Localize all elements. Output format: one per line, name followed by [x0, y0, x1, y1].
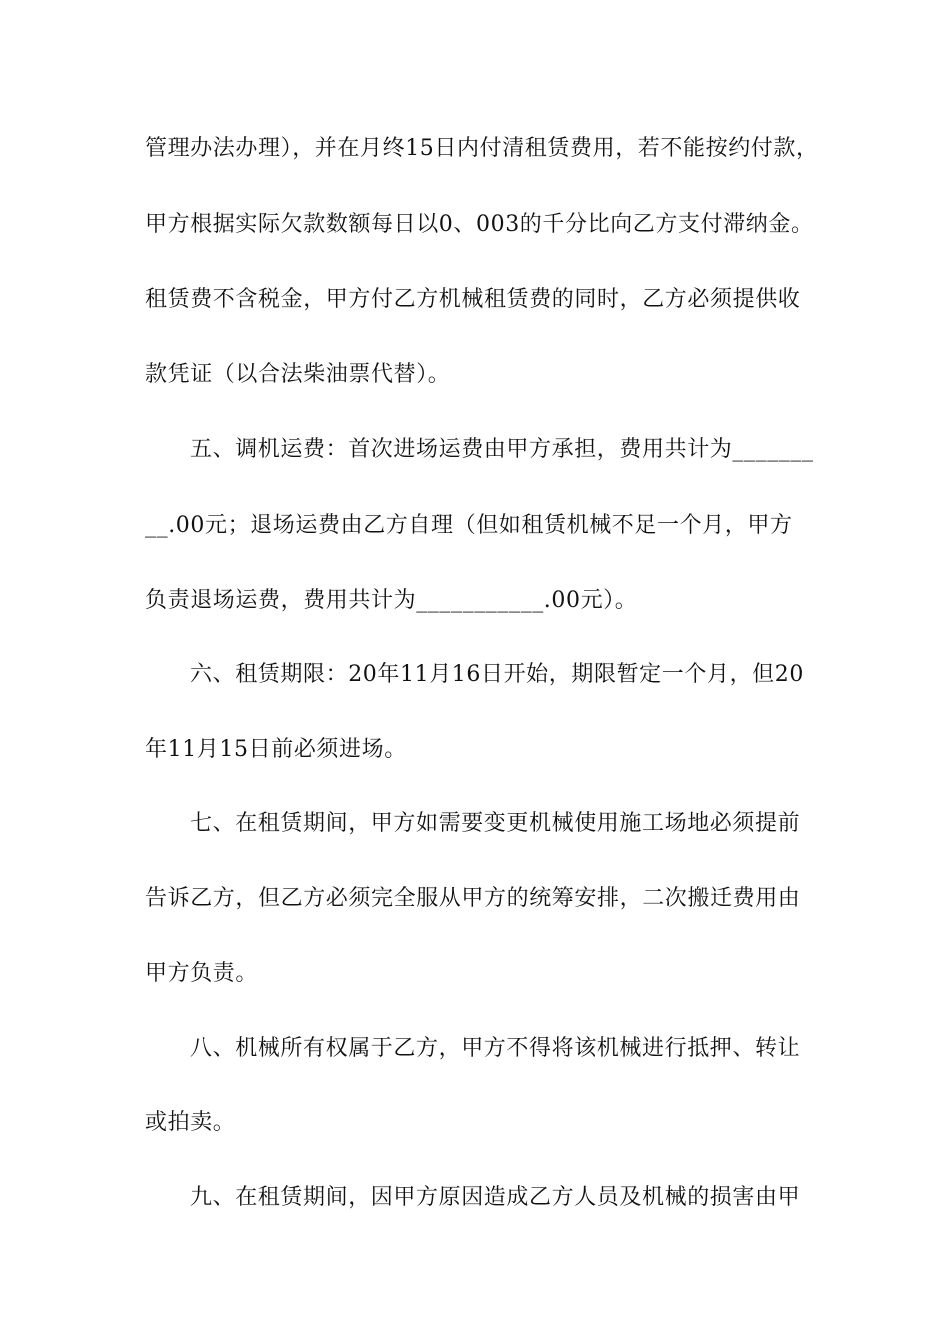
- paragraph-7-line-1: 七、在租赁期间，甲方如需要变更机械使用施工场地必须提前: [190, 811, 801, 836]
- paragraph-6-line-1: 六、租赁期限：20年11月16日开始，期限暂定一个月，但20: [190, 662, 804, 687]
- text-line-3: 租赁费不含税金，甲方付乙方机械租赁费的同时，乙方必须提供收: [145, 287, 801, 312]
- text-line-2: 甲方根据实际欠款数额每日以0、003的千分比向乙方支付滞纳金。: [145, 212, 814, 237]
- paragraph-5-line-3: 负责退场运费，费用共计为___________.00元）。: [145, 588, 638, 613]
- paragraph-6-line-2: 年11月15日前必须进场。: [145, 737, 407, 762]
- paragraph-9-line-1: 九、在租赁期间，因甲方原因造成乙方人员及机械的损害由甲: [190, 1185, 801, 1210]
- paragraph-5-line-1: 五、调机运费：首次进场运费由甲方承担，费用共计为_______: [190, 437, 814, 462]
- text-line-4: 款凭证（以合法柴油票代替）。: [145, 362, 451, 387]
- paragraph-5-line-2: __.00元；退场运费由乙方自理（但如租赁机械不足一个月，甲方: [145, 513, 793, 538]
- paragraph-8-line-1: 八、机械所有权属于乙方，甲方不得将该机械进行抵押、转让: [190, 1036, 801, 1061]
- text-line-1: 管理办法办理），并在月终15日内付清租赁费用，若不能按约付款，: [145, 136, 819, 161]
- paragraph-7-line-3: 甲方负责。: [145, 961, 259, 986]
- paragraph-8-line-2: 或拍卖。: [145, 1110, 236, 1135]
- paragraph-7-line-2: 告诉乙方，但乙方必须完全服从甲方的统筹安排，二次搬迁费用由: [145, 886, 801, 911]
